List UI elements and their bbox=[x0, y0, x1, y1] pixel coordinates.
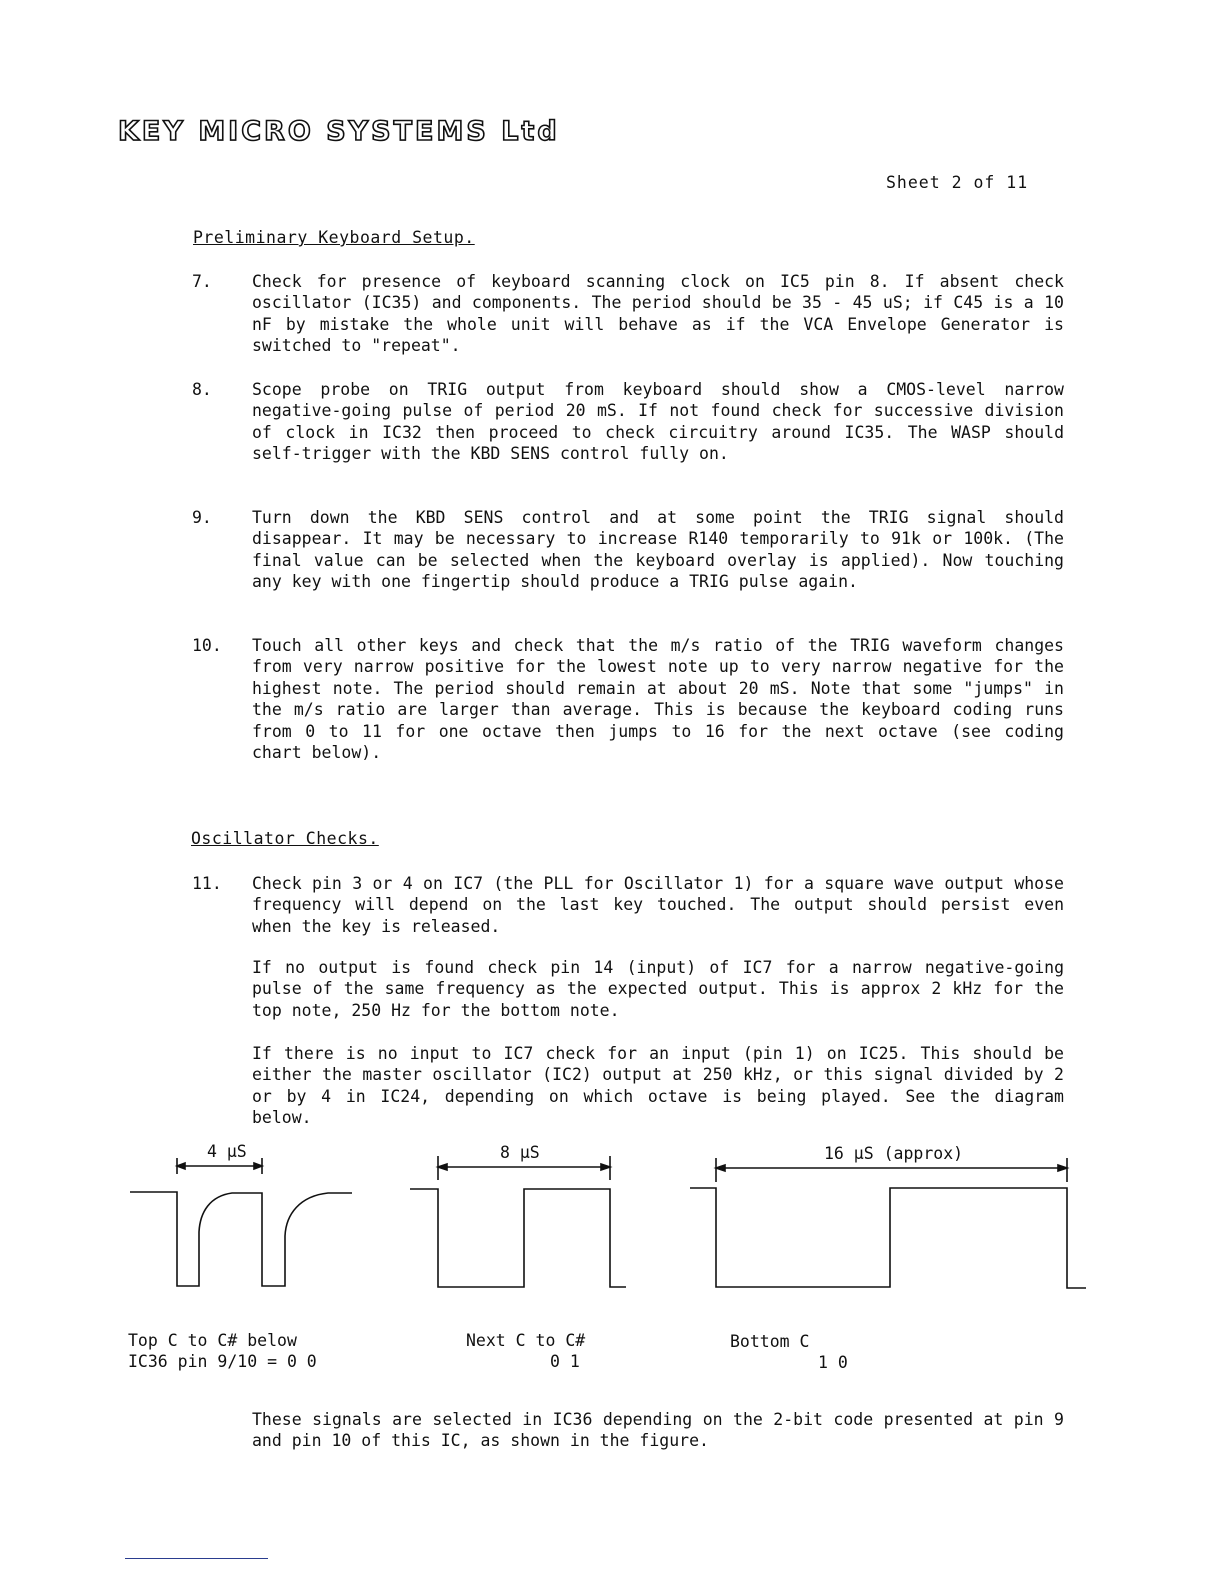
item-text: Touch all other keys and check that the m/s ratio of the TRIG waveform changes from very narrow positive for the lowest note up to very narrow negative for the highest note. The period should remain at about 20 mS. Note that some "jumps" in the m/s ratio are larger than average. This is because the keyboard coding runs from 0 to 11 for one octave then jumps to 16 for the next octave (see coding chart below). bbox=[252, 636, 1064, 763]
period-label-16us: 16 µS (approx) bbox=[824, 1144, 964, 1163]
caption-next-c-code: 0 1 bbox=[550, 1352, 580, 1371]
item-text: Scope probe on TRIG output from keyboard should show a CMOS-level narrow negative-going pulse of period 20 mS. If not found check for successive division of clock in IC32 then proceed to check circuitry around IC35. The WASP should self-trigger with the KBD SENS control fully on. bbox=[252, 380, 1064, 464]
section-heading-oscillator-checks: Oscillator Checks. bbox=[191, 829, 379, 848]
item-number: 8. bbox=[192, 380, 212, 399]
dimension-arrow-16us bbox=[716, 1158, 1067, 1182]
waveform-bottom-c bbox=[690, 1188, 1086, 1288]
paragraph-signal-selection: These signals are selected in IC36 depending on the 2-bit code presented at pin 9 and pin 10 of this IC, as shown in the figure. bbox=[252, 1410, 1064, 1451]
footer-rule bbox=[125, 1558, 268, 1559]
item-number: 7. bbox=[192, 272, 212, 291]
sheet-number: Sheet 2 of 11 bbox=[886, 173, 1029, 192]
period-label-8us: 8 µS bbox=[500, 1143, 540, 1162]
item-number: 11. bbox=[192, 874, 222, 893]
company-logo: KEY MICRO SYSTEMS Ltd bbox=[118, 116, 560, 147]
caption-bottom-c: Bottom C bbox=[730, 1332, 810, 1351]
item-number: 10. bbox=[192, 636, 222, 655]
period-label-4us: 4 µS bbox=[207, 1142, 247, 1161]
caption-top-c: Top C to C# below bbox=[128, 1331, 297, 1350]
waveform-top-c bbox=[130, 1192, 352, 1286]
section-heading-keyboard-setup: Preliminary Keyboard Setup. bbox=[193, 228, 475, 247]
caption-next-c: Next C to C# bbox=[466, 1331, 586, 1350]
item-number: 9. bbox=[192, 508, 212, 527]
item-text: Turn down the KBD SENS control and at some point the TRIG signal should disappear. It may be necessary to increase R140 temporarily to 91k or 100k. (The final value can be selected when the keyboard overlay is applied). Now touching any key with one fingertip should produce a TRIG pulse again. bbox=[252, 508, 1064, 592]
caption-top-c-code: IC36 pin 9/10 = 0 0 bbox=[128, 1352, 317, 1371]
caption-bottom-c-code: 1 0 bbox=[818, 1353, 848, 1372]
item-text: Check pin 3 or 4 on IC7 (the PLL for Oscillator 1) for a square wave output whose frequency will depend on the last key touched. The output should persist even when the key is released. bbox=[252, 874, 1064, 936]
waveform-next-c bbox=[410, 1189, 626, 1287]
dimension-arrow-4us bbox=[177, 1158, 262, 1174]
paragraph-no-output: If no output is found check pin 14 (input) of IC7 for a narrow negative-going pulse of the same frequency as the expected output. This is approx 2 kHz for the top note, 250 Hz for the bottom note. bbox=[252, 958, 1064, 1020]
item-text: Check for presence of keyboard scanning clock on IC5 pin 8. If absent check oscillator (IC35) and components. The period should be 35 - 45 uS; if C45 is a 10 nF by mistake the whole unit will behave as if the VCA Envelope Generator is switched to "repeat". bbox=[252, 272, 1064, 356]
dimension-arrow-8us bbox=[438, 1156, 610, 1180]
paragraph-no-input: If there is no input to IC7 check for an input (pin 1) on IC25. This should be either the master oscillator (IC2) output at 250 kHz, or this signal divided by 2 or by 4 in IC24, depending on which octave is being played. See the diagram below. bbox=[252, 1044, 1064, 1128]
